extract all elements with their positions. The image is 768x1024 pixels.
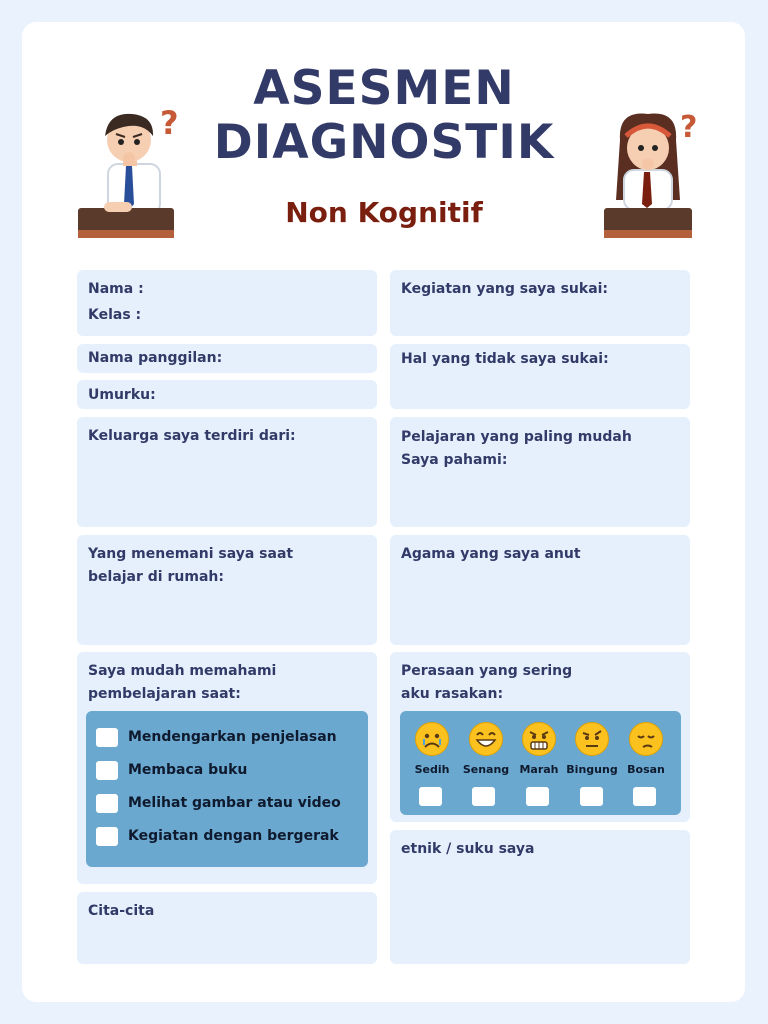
bored-face-icon bbox=[629, 722, 663, 756]
feeling-label-angry: Marah bbox=[519, 763, 559, 776]
feelings-panel bbox=[400, 711, 681, 815]
feeling-label-happy: Senang bbox=[462, 763, 510, 776]
age-label: Umurku: bbox=[88, 387, 156, 403]
ethnicity-field[interactable] bbox=[390, 830, 690, 964]
feelings-label-2: aku rasakan: bbox=[401, 686, 504, 702]
feeling-checkbox-sad[interactable] bbox=[419, 787, 442, 806]
likes-label: Kegiatan yang saya sukai: bbox=[401, 281, 609, 297]
happy-face-icon bbox=[469, 722, 503, 756]
age-field[interactable] bbox=[77, 380, 377, 409]
nickname-label: Nama panggilan: bbox=[88, 350, 223, 366]
study-companion-field[interactable] bbox=[77, 535, 377, 645]
class-label: Kelas : bbox=[88, 307, 142, 323]
easy-subject-label-2: Saya pahami: bbox=[401, 452, 508, 468]
confused-face-icon bbox=[575, 722, 609, 756]
option-label: Kegiatan dengan bergerak bbox=[128, 828, 339, 844]
easy-subject-label-1: Pelajaran yang paling mudah bbox=[401, 429, 632, 445]
checkbox[interactable] bbox=[96, 761, 118, 780]
option-visual[interactable] bbox=[96, 792, 341, 814]
study-companion-label-2: belajar di rumah: bbox=[88, 569, 224, 585]
feelings-label-1: Perasaan yang sering bbox=[401, 663, 573, 679]
option-label: Mendengarkan penjelasan bbox=[128, 729, 337, 745]
dislikes-field[interactable] bbox=[390, 344, 690, 409]
sad-face-icon bbox=[415, 722, 449, 756]
dislikes-label: Hal yang tidak saya sukai: bbox=[401, 351, 609, 367]
nickname-field[interactable] bbox=[77, 344, 377, 373]
religion-field[interactable] bbox=[390, 535, 690, 645]
easy-subject-field[interactable] bbox=[390, 417, 690, 527]
boy-question-mark: ? bbox=[160, 104, 179, 142]
girl-question-mark: ? bbox=[680, 110, 698, 145]
religion-label: Agama yang saya anut bbox=[401, 546, 581, 562]
title-line-2: DIAGNOSTIK bbox=[213, 115, 555, 170]
subtitle: Non Kognitif bbox=[285, 196, 483, 229]
feeling-checkbox-happy[interactable] bbox=[472, 787, 495, 806]
checkbox[interactable] bbox=[96, 794, 118, 813]
family-label: Keluarga saya terdiri dari: bbox=[88, 428, 296, 444]
name-label: Nama : bbox=[88, 281, 144, 297]
feeling-label-confused: Bingung bbox=[566, 763, 618, 776]
name-class-field[interactable] bbox=[77, 270, 377, 336]
option-kinesthetic[interactable] bbox=[96, 825, 339, 847]
angry-face-icon bbox=[522, 722, 556, 756]
learning-options-panel bbox=[86, 711, 368, 867]
title-line-1: ASESMEN bbox=[253, 61, 515, 116]
feeling-checkbox-confused[interactable] bbox=[580, 787, 603, 806]
family-field[interactable] bbox=[77, 417, 377, 527]
aspiration-field[interactable] bbox=[77, 892, 377, 964]
feeling-label-sad: Sedih bbox=[414, 763, 450, 776]
option-listening[interactable] bbox=[96, 726, 337, 748]
feeling-checkbox-bored[interactable] bbox=[633, 787, 656, 806]
aspiration-label: Cita-cita bbox=[88, 903, 155, 919]
feeling-label-bored: Bosan bbox=[627, 763, 665, 776]
learning-style-label-1: Saya mudah memahami bbox=[88, 663, 277, 679]
study-companion-label-1: Yang menemani saya saat bbox=[88, 546, 294, 562]
checkbox[interactable] bbox=[96, 728, 118, 747]
ethnicity-label: etnik / suku saya bbox=[401, 841, 535, 857]
feeling-checkbox-angry[interactable] bbox=[526, 787, 549, 806]
option-reading[interactable] bbox=[96, 759, 247, 781]
learning-style-label-2: pembelajaran saat: bbox=[88, 686, 241, 702]
checkbox[interactable] bbox=[96, 827, 118, 846]
option-label: Melihat gambar atau video bbox=[128, 795, 341, 811]
option-label: Membaca buku bbox=[128, 762, 248, 778]
likes-field[interactable] bbox=[390, 270, 690, 336]
